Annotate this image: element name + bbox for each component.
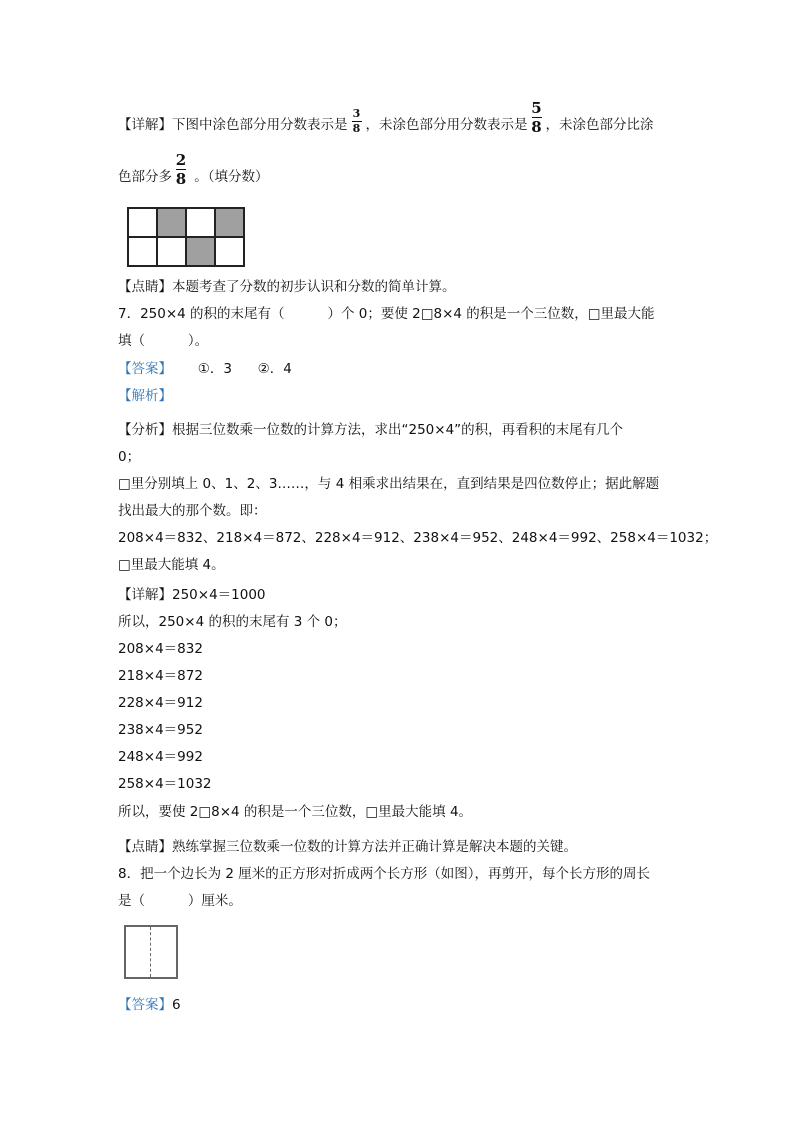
detail-line: 【详解】250×4＝1000 xyxy=(118,587,266,603)
q7-dianjing: 【点睛】熟练掌握三位数乘一位数的计算方法并正确计算是解决本题的关键。 xyxy=(118,839,577,855)
unshaded-cell xyxy=(129,209,156,236)
unshaded-cell xyxy=(129,238,156,265)
denominator: 8 xyxy=(531,118,542,136)
fraction-5-8 xyxy=(530,100,544,135)
analysis-line: 找出最大的那个数。即： xyxy=(118,503,267,519)
q7-line-1: 7．250×4 的积的末尾有（ ）个 0；要使 2□8×4 的积是一个三位数，□里最大能 xyxy=(118,306,655,322)
detail-line: 248×4＝992 xyxy=(118,749,203,765)
text: 色部分多 xyxy=(118,169,172,185)
text: ，未涂色部分比涂 xyxy=(545,117,654,133)
numerator: 2 xyxy=(175,151,187,169)
analysis-line: 【分析】根据三位数乘一位数的计算方法，求出“250×4”的积，再看积的末尾有几个 xyxy=(118,422,624,438)
denominator: 8 xyxy=(175,170,187,188)
detail-line-2 xyxy=(118,152,269,187)
fraction-2-8 xyxy=(174,152,188,187)
numerator: 5 xyxy=(531,99,542,117)
q8-answer xyxy=(118,996,181,1014)
q7-answer xyxy=(118,360,292,378)
unshaded-cell xyxy=(158,238,185,265)
q7-line-2: 填（ ）。 xyxy=(118,333,209,349)
analysis-line: 0； xyxy=(118,449,141,465)
fold-line xyxy=(150,927,151,977)
shaded-cell xyxy=(158,209,185,236)
folded-square-figure xyxy=(124,925,178,979)
detail-line: 218×4＝872 xyxy=(118,668,203,684)
answer-label: 【答案】 xyxy=(118,997,172,1013)
shaded-cell xyxy=(187,238,214,265)
detail-line: 238×4＝952 xyxy=(118,722,203,738)
text: 。（填分数） xyxy=(190,169,269,185)
fraction-3-8 xyxy=(350,108,364,135)
numerator: 3 xyxy=(352,107,361,120)
detail-line: 208×4＝832 xyxy=(118,641,203,657)
answer-value: ①．3 ②．4 xyxy=(172,361,292,377)
shaded-cell xyxy=(216,209,243,236)
detail-line: 所以，要使 2□8×4 的积是一个三位数，□里最大能填 4。 xyxy=(118,804,473,820)
analysis-line: □里最大能填 4。 xyxy=(118,557,225,573)
detail-line: 258×4＝1032 xyxy=(118,776,212,792)
unshaded-cell xyxy=(187,209,214,236)
analysis-line: □里分别填上 0、1、2、3……，与 4 相乘求出结果在，直到结果是四位数停止；据此解题 xyxy=(118,476,660,492)
answer-value: 6 xyxy=(172,997,181,1013)
unshaded-cell xyxy=(216,238,243,265)
q8-line-1: 8．把一个边长为 2 厘米的正方形对折成两个长方形（如图），再剪开，每个长方形的周长 xyxy=(118,866,651,882)
text: 【详解】下图中涂色部分用分数表示是 xyxy=(118,117,348,133)
denominator: 8 xyxy=(352,122,361,135)
answer-label: 【答案】 xyxy=(118,361,172,377)
text: ，未涂色部分用分数表示是 xyxy=(365,117,528,133)
q8-line-2: 是（ ）厘米。 xyxy=(118,893,242,909)
detail-line: 所以，250×4 的积的末尾有 3 个 0； xyxy=(118,614,347,630)
analysis-line: 208×4＝832、218×4＝872、228×4＝912、238×4＝952、248×4＝992、258×4＝1032； xyxy=(118,530,718,546)
jiexi-label: 【解析】 xyxy=(118,388,172,404)
shaded-grid-figure xyxy=(127,207,245,267)
dianjing-1: 【点睛】本题考查了分数的初步认识和分数的简单计算。 xyxy=(118,279,456,295)
detail-line-1 xyxy=(118,100,654,135)
detail-line: 228×4＝912 xyxy=(118,695,203,711)
